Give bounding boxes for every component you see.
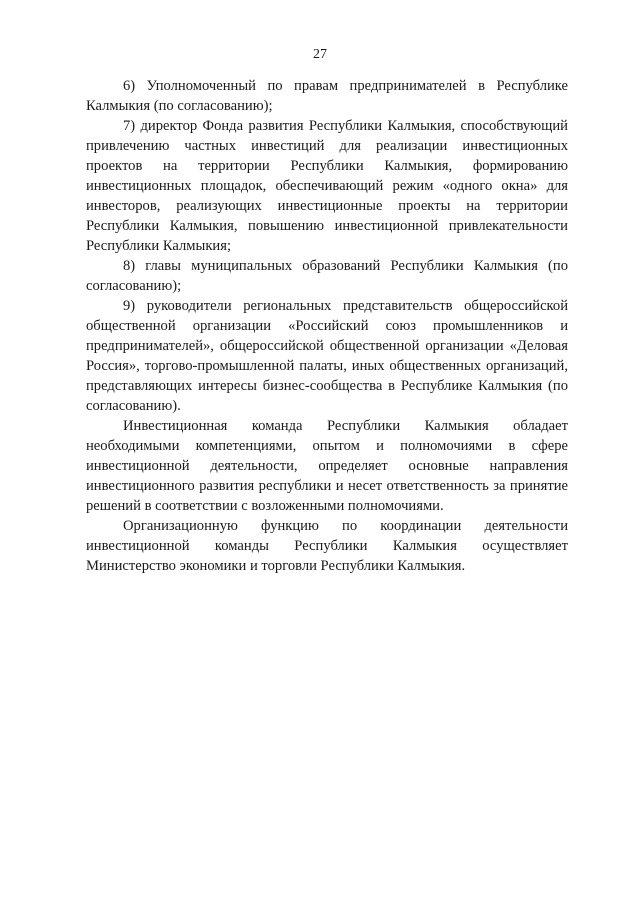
document-body [86, 76, 568, 576]
paragraph-item-7: 7) директор Фонда развития Республики Калмыкия, способствующий привлечению частных инвестиций для реализации инвестиционных проектов на территории Республики Калмыкия, формированию инвестиционных площадок, обеспечивающий режим «одного окна» для инвесторов, реализующих инвестиционные проекты на территории Республики Калмыкия, повышению инвестиционной привлекательности Республики Калмыкия; [86, 118, 568, 254]
paragraph-item-9: 9) руководители региональных представительств общероссийской общественной организации «Российский союз промышленников и предпринимателей», общероссийской общественной организации «Деловая Россия», торгово-промышленной палаты, иных общественных организаций, представляющих интересы бизнес-сообщества в Республике Калмыкия (по согласованию). [86, 298, 568, 414]
paragraph-coordination: Организационную функцию по координации деятельности инвестиционной команды Республики Калмыкия осуществляет Министерство экономики и торговли Республики Калмыкия. [86, 518, 568, 574]
paragraph-item-6: 6) Уполномоченный по правам предпринимателей в Республике Калмыкия (по согласованию); [86, 78, 568, 114]
paragraph-team-description: Инвестиционная команда Республики Калмыкия обладает необходимыми компетенциями, опытом и полномочиями в сфере инвестиционной деятельности, определяет основные направления инвестиционного развития республики и несет ответственность за принятие решений в соответствии с возложенными полномочиями. [86, 418, 568, 514]
paragraph-item-8: 8) главы муниципальных образований Республики Калмыкия (по согласованию); [86, 258, 568, 294]
page-number: 27 [313, 47, 327, 62]
